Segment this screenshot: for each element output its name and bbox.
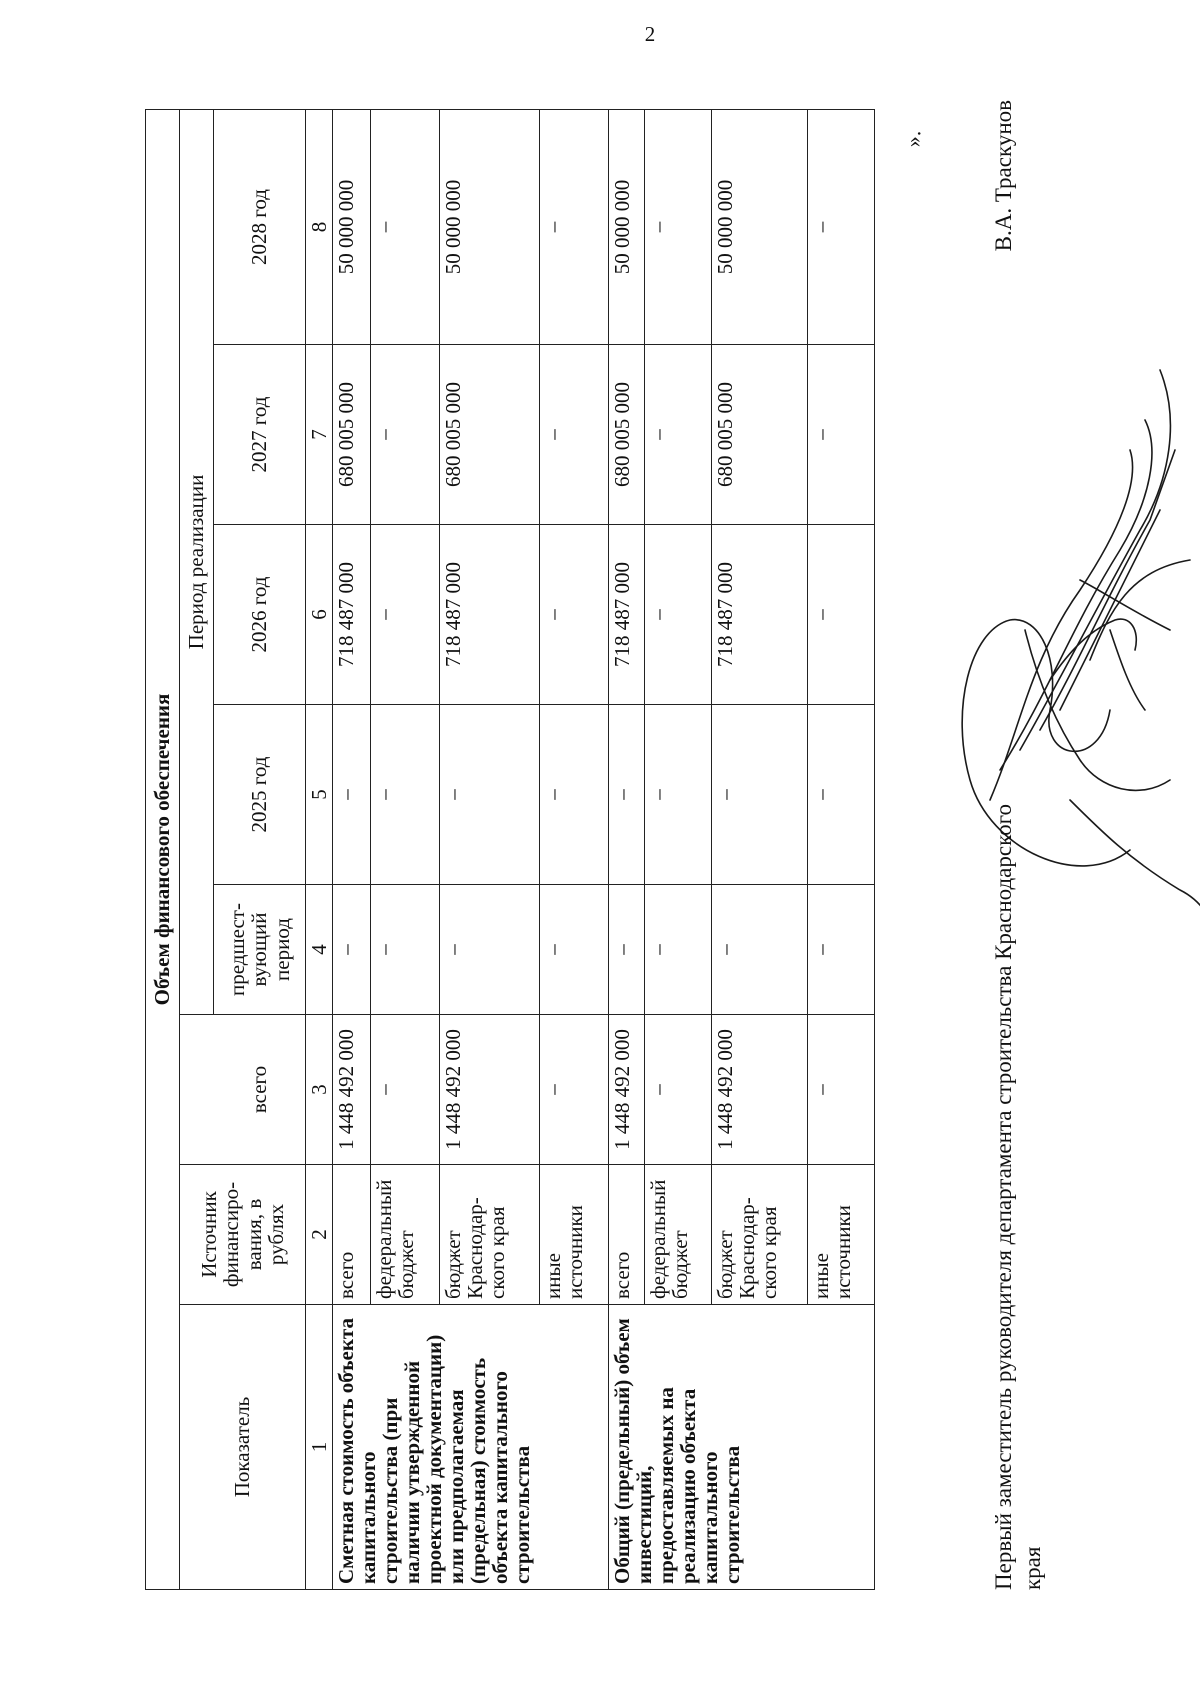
value-previous: – bbox=[333, 885, 371, 1015]
value-2026: – bbox=[645, 525, 712, 705]
value-2027: – bbox=[808, 345, 875, 525]
column-number: 2 bbox=[306, 1165, 333, 1305]
value-2027: – bbox=[645, 345, 712, 525]
value-2026: 718 487 000 bbox=[439, 525, 539, 705]
value-2027: 680 005 000 bbox=[333, 345, 371, 525]
value-2026: 718 487 000 bbox=[333, 525, 371, 705]
value-2028: – bbox=[808, 109, 875, 344]
value-2026: – bbox=[808, 525, 875, 705]
signature-block bbox=[990, 90, 1080, 1590]
column-number: 6 bbox=[306, 525, 333, 705]
value-total: – bbox=[645, 1015, 712, 1165]
value-2027: – bbox=[371, 345, 440, 525]
value-previous: – bbox=[711, 885, 807, 1015]
table-row bbox=[333, 109, 371, 1589]
value-2026: – bbox=[539, 525, 608, 705]
value-2028: 50 000 000 bbox=[711, 109, 807, 344]
page-number: 2 bbox=[644, 22, 656, 46]
closing-quote-mark: ». bbox=[900, 130, 926, 148]
value-total: – bbox=[371, 1015, 440, 1165]
value-2027: 680 005 000 bbox=[608, 345, 645, 525]
value-2025: – bbox=[439, 705, 539, 885]
value-2028: 50 000 000 bbox=[608, 109, 645, 344]
signer-name: В.А. Траскунов bbox=[991, 100, 1016, 252]
value-2027: – bbox=[539, 345, 608, 525]
source-cell: бюджет Краснодар-ского края bbox=[711, 1165, 807, 1305]
header-source: Источник финансиро-вания, в рублях bbox=[180, 1165, 306, 1305]
value-total: 1 448 492 000 bbox=[333, 1015, 371, 1165]
signer-title: Первый заместитель руководителя департамента строительства Краснодарского края bbox=[991, 804, 1045, 1590]
source-cell: всего bbox=[608, 1165, 645, 1305]
value-2028: 50 000 000 bbox=[333, 109, 371, 344]
value-2026: – bbox=[371, 525, 440, 705]
source-cell: всего bbox=[333, 1165, 371, 1305]
table-caption: Объем финансового обеспечения bbox=[146, 109, 180, 1589]
value-2025: – bbox=[608, 705, 645, 885]
value-previous: – bbox=[371, 885, 440, 1015]
header-2026: 2026 год bbox=[214, 525, 306, 705]
column-number: 1 bbox=[306, 1305, 333, 1590]
column-number: 3 bbox=[306, 1015, 333, 1165]
header-indicator: Показатель bbox=[180, 1305, 306, 1590]
column-number: 8 bbox=[306, 109, 333, 344]
value-2026: 718 487 000 bbox=[711, 525, 807, 705]
value-2025: – bbox=[808, 705, 875, 885]
value-2028: – bbox=[645, 109, 712, 344]
header-previous-period: предшест-вующий период bbox=[214, 885, 306, 1015]
indicator-investment-volume: Общий (предельный) объем инвестиций, предоставляемых на реализацию объекта капитального строительства bbox=[608, 1305, 874, 1590]
value-2028: – bbox=[539, 109, 608, 344]
header-2028: 2028 год bbox=[214, 109, 306, 344]
value-previous: – bbox=[539, 885, 608, 1015]
column-number: 7 bbox=[306, 345, 333, 525]
value-2025: – bbox=[645, 705, 712, 885]
value-2025: – bbox=[371, 705, 440, 885]
value-2027: 680 005 000 bbox=[711, 345, 807, 525]
source-cell: бюджет Краснодар-ского края bbox=[439, 1165, 539, 1305]
value-total: 1 448 492 000 bbox=[439, 1015, 539, 1165]
value-total: – bbox=[808, 1015, 875, 1165]
value-previous: – bbox=[808, 885, 875, 1015]
header-2025: 2025 год bbox=[214, 705, 306, 885]
value-total: 1 448 492 000 bbox=[608, 1015, 645, 1165]
financing-table bbox=[145, 109, 875, 1590]
header-period-group: Период реализации bbox=[180, 109, 214, 1014]
header-2027: 2027 год bbox=[214, 345, 306, 525]
source-cell: иные источники bbox=[539, 1165, 608, 1305]
financing-table-block bbox=[145, 110, 875, 1590]
header-total: всего bbox=[214, 1015, 306, 1165]
value-2025: – bbox=[711, 705, 807, 885]
table-row bbox=[608, 109, 645, 1589]
source-cell: иные источники bbox=[808, 1165, 875, 1305]
value-total: 1 448 492 000 bbox=[711, 1015, 807, 1165]
value-2025: – bbox=[333, 705, 371, 885]
source-cell: федеральный бюджет bbox=[371, 1165, 440, 1305]
column-number: 4 bbox=[306, 885, 333, 1015]
source-cell: федеральный бюджет bbox=[645, 1165, 712, 1305]
value-previous: – bbox=[439, 885, 539, 1015]
value-2028: 50 000 000 bbox=[439, 109, 539, 344]
indicator-estimated-cost: Сметная стоимость объекта капитального строительства (при наличии утвержденной проектной документации) или предполагаемая (предельная) стоимость объекта капитального строительства bbox=[333, 1305, 609, 1590]
value-2027: 680 005 000 bbox=[439, 345, 539, 525]
value-2025: – bbox=[539, 705, 608, 885]
value-2026: 718 487 000 bbox=[608, 525, 645, 705]
value-previous: – bbox=[645, 885, 712, 1015]
value-previous: – bbox=[608, 885, 645, 1015]
value-2028: – bbox=[371, 109, 440, 344]
column-number: 5 bbox=[306, 705, 333, 885]
value-total: – bbox=[539, 1015, 608, 1165]
